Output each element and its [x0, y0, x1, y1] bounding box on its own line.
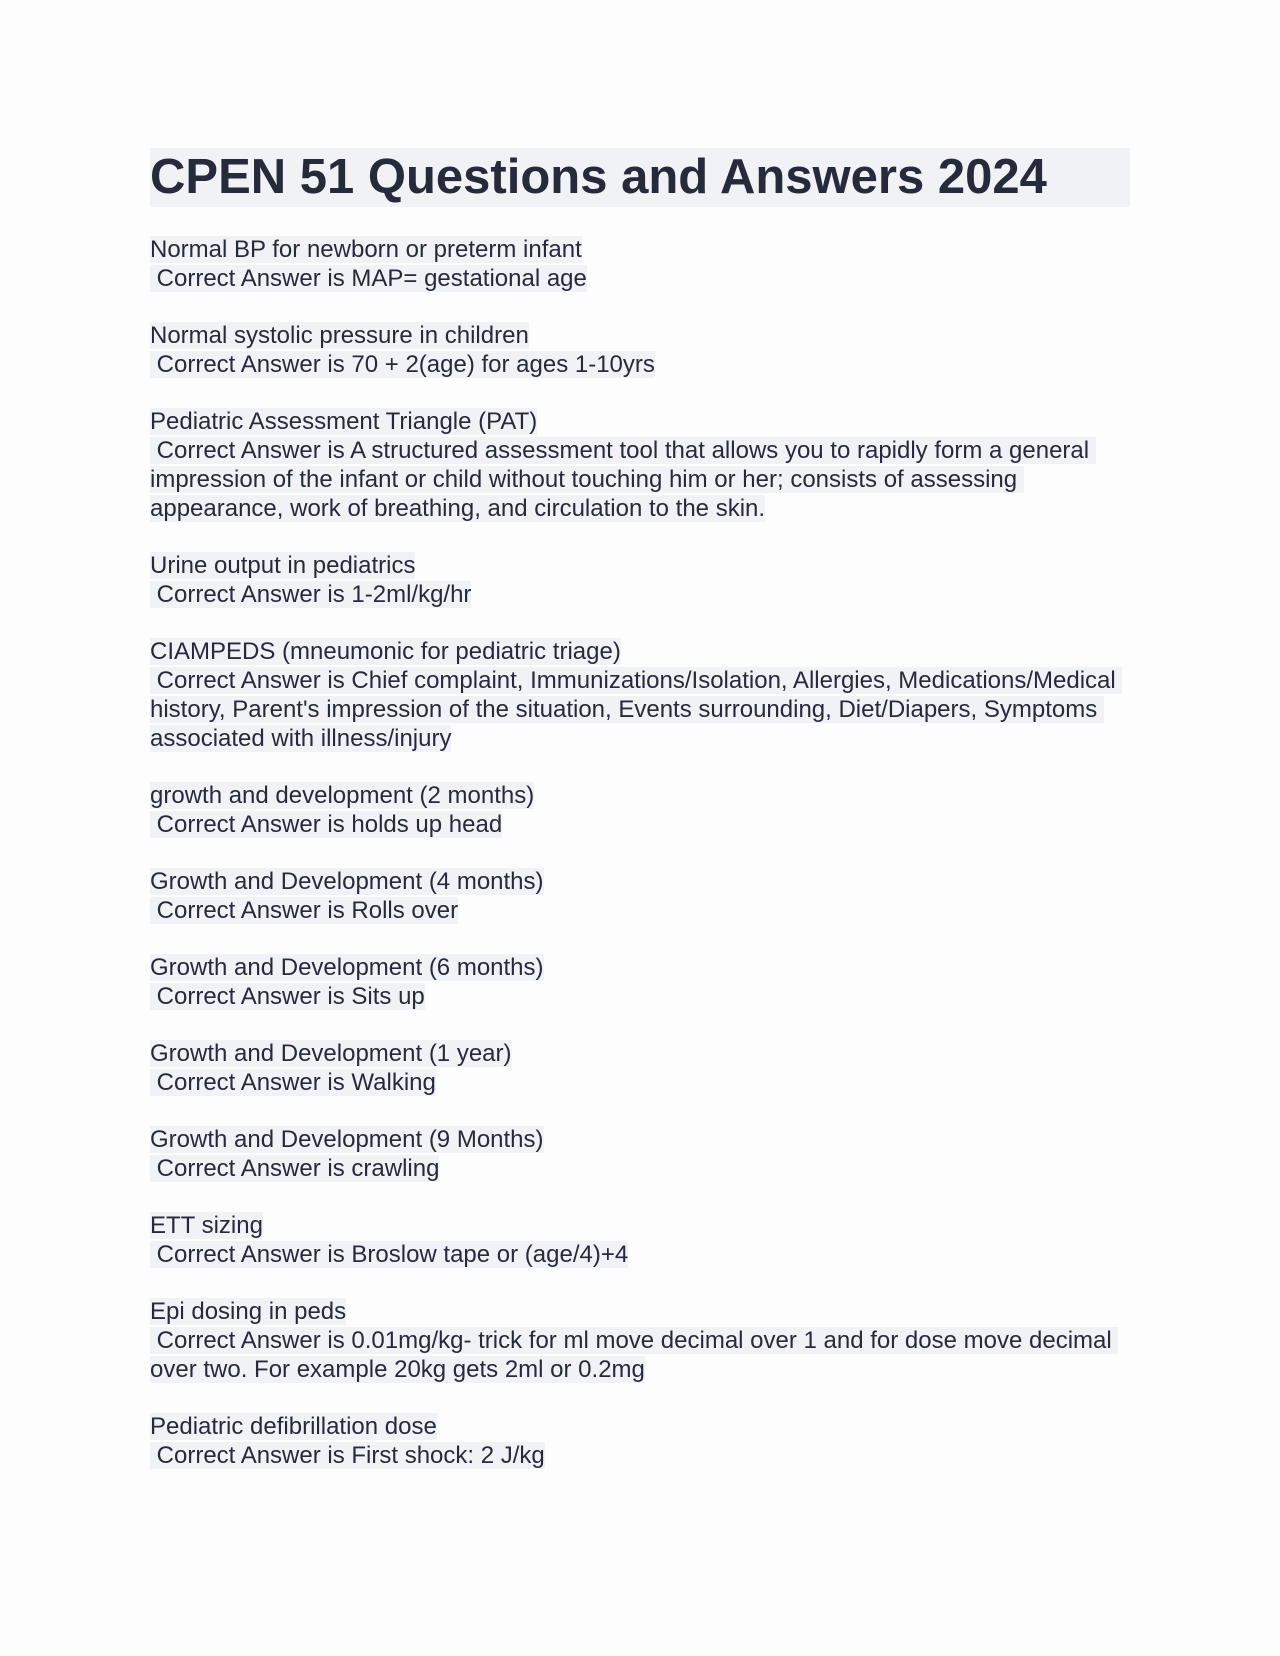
answer-text: Correct Answer is crawling	[150, 1155, 440, 1182]
question-text: Normal systolic pressure in children	[150, 322, 529, 349]
answer-text: Correct Answer is 1-2ml/kg/hr	[150, 581, 472, 608]
answer-text: Correct Answer is 70 + 2(age) for ages 1-10yrs	[150, 351, 655, 378]
question-text: Epi dosing in peds	[150, 1298, 347, 1325]
answer-text: Correct Answer is First shock: 2 J/kg	[150, 1442, 545, 1469]
answer-text: Correct Answer is Chief complaint, Immunizations/Isolation, Allergies, Medications/Medical history, Parent's impression of the situation, Events surrounding, Diet/Diapers, Symptoms associated with illness/injury	[150, 667, 1123, 752]
answer-text: Correct Answer is Sits up	[150, 983, 425, 1010]
question-text: Pediatric Assessment Triangle (PAT)	[150, 408, 538, 435]
qa-item	[150, 1297, 1130, 1384]
qa-item	[150, 321, 1130, 379]
question-text: Pediatric defibrillation dose	[150, 1413, 437, 1440]
question-text: Growth and Development (9 Months)	[150, 1126, 544, 1153]
answer-text: Correct Answer is Walking	[150, 1069, 436, 1096]
answer-text: Correct Answer is Rolls over	[150, 897, 459, 924]
qa-item	[150, 235, 1130, 293]
qa-item	[150, 781, 1130, 839]
question-text: growth and development (2 months)	[150, 782, 535, 809]
document-page	[150, 148, 1130, 1498]
title-bar	[150, 148, 1130, 207]
qa-item	[150, 637, 1130, 753]
qa-item	[150, 551, 1130, 609]
question-text: Growth and Development (1 year)	[150, 1040, 512, 1067]
answer-text: Correct Answer is holds up head	[150, 811, 503, 838]
qa-item	[150, 1125, 1130, 1183]
question-text: Growth and Development (4 months)	[150, 868, 544, 895]
question-text: ETT sizing	[150, 1212, 263, 1239]
question-text: Growth and Development (6 months)	[150, 954, 544, 981]
qa-item	[150, 1039, 1130, 1097]
document-title: CPEN 51 Questions and Answers 2024	[150, 150, 1047, 204]
qa-item	[150, 953, 1130, 1011]
question-text: Urine output in pediatrics	[150, 552, 416, 579]
question-text: CIAMPEDS (mneumonic for pediatric triage)	[150, 638, 621, 665]
question-text: Normal BP for newborn or preterm infant	[150, 236, 582, 263]
answer-text: Correct Answer is MAP= gestational age	[150, 265, 587, 292]
answer-text: Correct Answer is Broslow tape or (age/4)+4	[150, 1241, 629, 1268]
qa-item	[150, 407, 1130, 523]
answer-text: Correct Answer is A structured assessment tool that allows you to rapidly form a general impression of the infant or child without touching him or her; consists of assessing appearance, work of breathing, and circulation to the skin.	[150, 437, 1096, 522]
qa-item	[150, 867, 1130, 925]
qa-item	[150, 1412, 1130, 1470]
answer-text: Correct Answer is 0.01mg/kg- trick for ml move decimal over 1 and for dose move decimal over two. For example 20kg gets 2ml or 0.2mg	[150, 1327, 1119, 1383]
qa-item	[150, 1211, 1130, 1269]
